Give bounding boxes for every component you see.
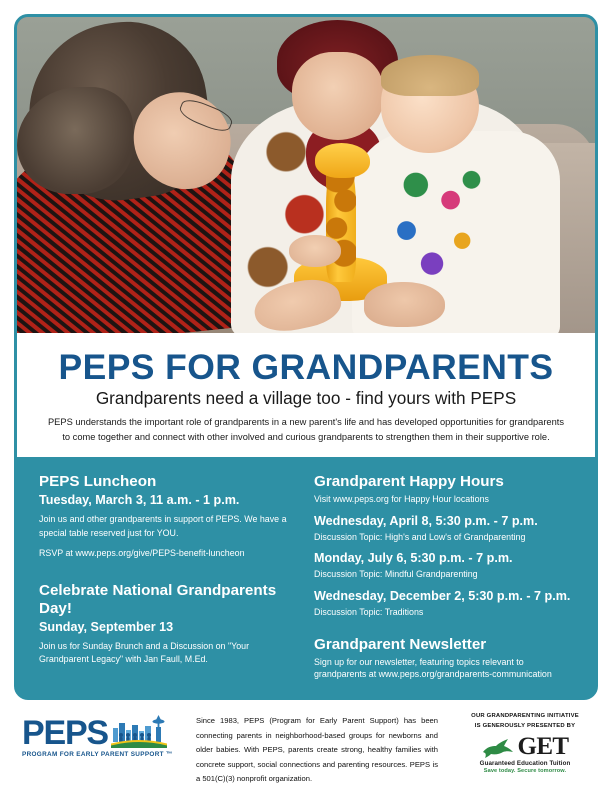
column-right-spacer — [314, 627, 573, 636]
get-logo — [452, 733, 598, 761]
hand-upper — [289, 235, 341, 267]
happy-hour-event — [314, 589, 573, 619]
get-tagline: Save today. Secure tomorrow. — [483, 767, 567, 774]
seattle-skyline-icon — [111, 714, 167, 748]
peps-logo-tagline: PROGRAM FOR EARLY PARENT SUPPORT ™ — [22, 751, 173, 758]
about-paragraph: Since 1983, PEPS (Program for Early Parent Support) has been connecting parents in neighborhood-based groups for newborns and older babies. With PEPS, parents create strong, healthy families with concrete support, social connections and parenting resources. PEPS is a 501(C)(3) nonprofit organization. — [196, 716, 438, 784]
happy-hour-topic: Discussion Topic: Traditions — [314, 607, 424, 618]
happy-hour-date: Monday, July 6, 5:30 p.m. - 7 p.m. — [314, 551, 513, 566]
column-right — [306, 473, 573, 697]
happy-hour-topic: Discussion Topic: High's and Low's of Grandparenting — [314, 531, 526, 542]
hand-right — [364, 282, 445, 326]
grandparents-day-date: Sunday, September 13 — [39, 619, 174, 634]
sponsor-line-2: IS GENEROUSLY PRESENTED BY — [474, 722, 576, 729]
newsletter-heading: Grandparent Newsletter — [314, 635, 487, 653]
events-content — [17, 457, 595, 697]
peps-logo — [22, 710, 182, 758]
luncheon-body: Join us and other grandparents in support of PEPS. We have a special table reserved just for YOU. — [39, 514, 287, 538]
baby-shirt-print — [381, 162, 497, 288]
grandparents-day-body: Join us for Sunday Brunch and a Discussion on "Your Grandparent Legacy" with Jan Faull, M.Ed. — [39, 640, 250, 665]
peps-wordmark: PEPS — [22, 713, 108, 752]
column-left — [39, 473, 306, 697]
intro-line-1: PEPS understands the important role of grandparents in a new parent's life and has developed opportunities for grandparents — [47, 417, 564, 428]
hero-photo — [17, 17, 595, 333]
newsletter-body-line-2[interactable]: grandparents at www.peps.org/grandparents-communication — [314, 669, 552, 680]
happy-hours-heading: Grandparent Happy Hours — [314, 473, 504, 490]
get-wordmark: GET — [517, 733, 569, 761]
column-left-spacer — [39, 568, 290, 582]
intro-line-2: to come together and connect with other involved and curious grandparents to strengthen them in their supportive role. — [62, 432, 550, 443]
page-subtitle: Grandparents need a village too - find yours with PEPS — [95, 388, 517, 409]
sponsor-block — [452, 710, 598, 774]
section-grandparents-day — [39, 582, 290, 667]
happy-hour-event — [314, 514, 573, 544]
happy-hour-topic: Discussion Topic: Mindful Grandparenting — [314, 569, 478, 580]
sponsor-line-1: OUR GRANDPARENTING INITIATIVE — [471, 713, 579, 719]
running-dog-icon — [482, 737, 516, 759]
flyer-panel — [14, 14, 598, 700]
giraffe-toy-head — [315, 143, 370, 178]
happy-hour-event — [314, 551, 573, 581]
page-title: PEPS FOR GRANDPARENTS — [58, 347, 554, 387]
happy-hour-date: Wednesday, April 8, 5:30 p.m. - 7 p.m. — [314, 513, 538, 528]
luncheon-rsvp-link[interactable]: RSVP at www.peps.org/give/PEPS-benefit-luncheon — [39, 548, 245, 559]
newsletter-body-line-1: Sign up for our newsletter, featuring topics relevant to — [314, 656, 524, 667]
section-happy-hours — [314, 473, 573, 619]
luncheon-date: Tuesday, March 3, 11 a.m. - 1 p.m. — [39, 492, 240, 507]
luncheon-heading: PEPS Luncheon — [39, 473, 157, 490]
baby-hair — [381, 55, 479, 96]
section-peps-luncheon — [39, 473, 290, 561]
grandparents-day-heading: Celebrate National Grandparents Day! — [39, 581, 277, 617]
headline-block — [17, 333, 595, 457]
grandmother-face — [292, 52, 384, 140]
happy-hour-date: Wednesday, December 2, 5:30 p.m. - 7 p.m. — [314, 589, 571, 604]
section-newsletter — [314, 636, 573, 681]
get-subtitle: Guaranteed Education Tuition — [479, 759, 571, 767]
footer — [0, 702, 612, 792]
happy-hours-subheading[interactable]: Visit www.peps.org for Happy Hour locations — [314, 493, 489, 504]
peps-wordmark-row — [22, 713, 182, 752]
